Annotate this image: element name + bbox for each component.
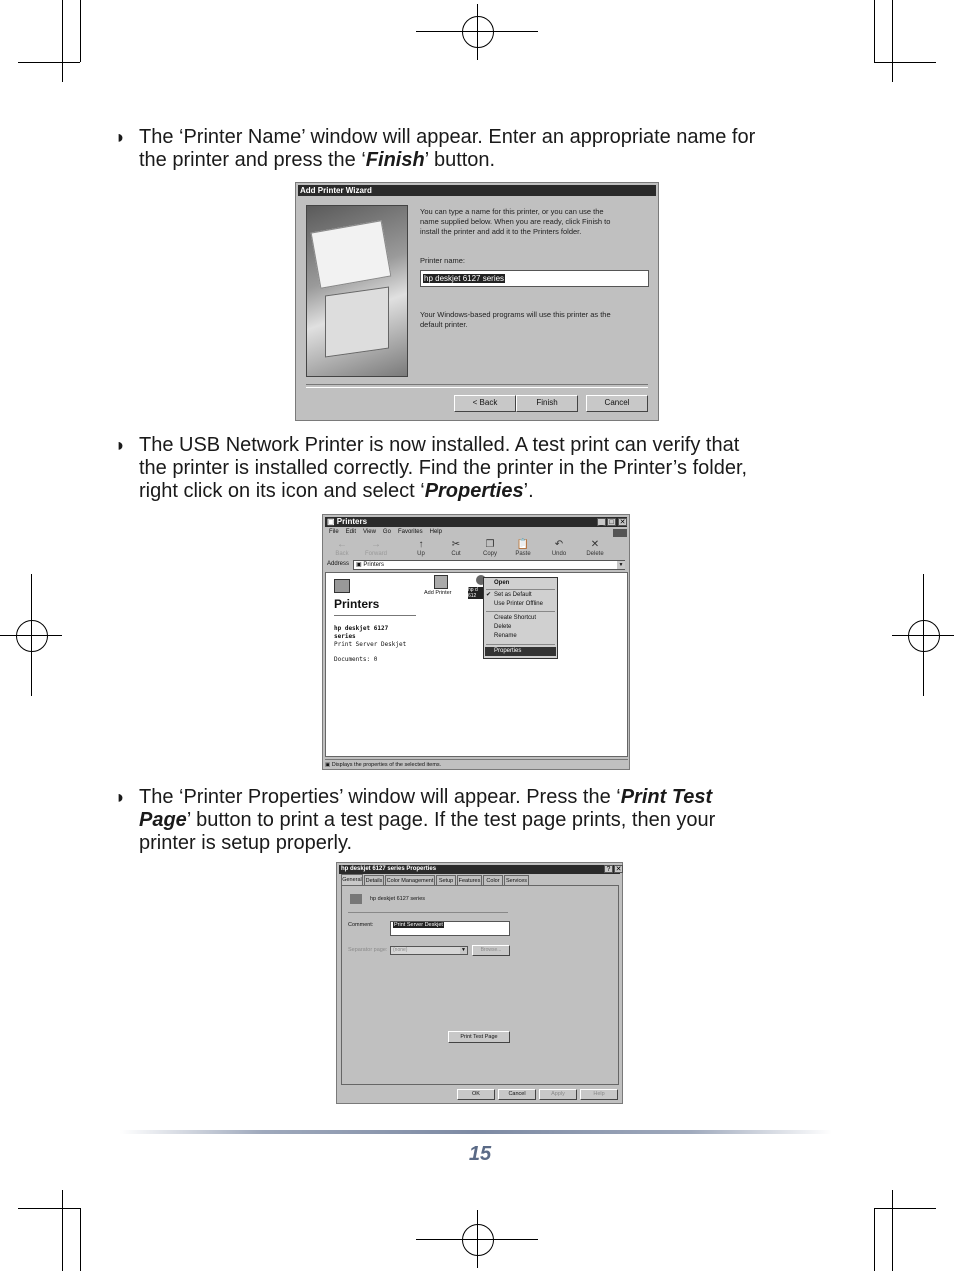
- address-label: Address: [327, 561, 350, 567]
- paragraph-line: The ‘Printer Name’ window will appear. Enter an appropriate name for: [139, 126, 756, 148]
- paste-icon: 📋: [516, 539, 530, 550]
- folder-icon: ▣: [356, 562, 364, 568]
- window-title: ▣ Printers: [325, 517, 627, 527]
- folder-view: [325, 572, 628, 757]
- registration-line: [477, 4, 478, 60]
- tab-panel: [341, 885, 619, 1085]
- crop-mark: [18, 62, 80, 63]
- up-icon: ↑: [418, 539, 424, 550]
- menu-item-delete[interactable]: Delete: [494, 624, 512, 630]
- tab-features[interactable]: Features: [457, 875, 482, 885]
- crop-mark: [874, 1208, 936, 1209]
- tab-color[interactable]: Color: [483, 875, 503, 885]
- checkmark-icon: ✔: [486, 592, 492, 598]
- finish-button[interactable]: Finish: [516, 395, 578, 412]
- registration-mark: [16, 620, 48, 652]
- menu-view[interactable]: View: [363, 529, 376, 535]
- wizard-illustration: [306, 205, 408, 377]
- separator-page-label: Separator page:: [348, 947, 388, 953]
- menu-go[interactable]: Go: [382, 529, 391, 535]
- crop-mark: [874, 0, 875, 62]
- paragraph-line: right click on its icon and select ‘Properties’.: [139, 480, 534, 502]
- menu-file[interactable]: File: [329, 529, 339, 535]
- crop-mark: [892, 1190, 893, 1271]
- context-menu: [483, 577, 558, 659]
- toolbar-cut-button[interactable]: [441, 539, 471, 557]
- menu-item-rename[interactable]: Rename: [494, 633, 517, 639]
- bullet-icon: ◗: [115, 787, 126, 807]
- comment-input[interactable]: Print Server Deskjet: [390, 921, 510, 936]
- printer-name-input[interactable]: hp deskjet 6127 series: [420, 270, 649, 287]
- close-button[interactable]: ✕: [619, 519, 626, 526]
- crop-mark: [874, 62, 936, 63]
- add-printer-label[interactable]: Add Printer: [424, 590, 452, 596]
- ok-button[interactable]: OK: [457, 1089, 495, 1100]
- cut-icon: ✂: [451, 539, 461, 550]
- registration-line: [477, 1210, 478, 1268]
- help-button[interactable]: Help: [580, 1089, 618, 1100]
- crop-mark: [18, 1208, 80, 1209]
- add-printer-wizard-window: [295, 182, 659, 421]
- folder-heading: Printers: [334, 597, 380, 611]
- toolbar-forward-button[interactable]: [361, 539, 391, 557]
- address-dropdown-icon[interactable]: ▼: [618, 562, 624, 568]
- windows-logo-icon: [613, 529, 627, 537]
- add-printer-icon[interactable]: [434, 575, 448, 589]
- close-button[interactable]: ✕: [615, 866, 622, 873]
- print-test-page-button[interactable]: Print Test Page: [448, 1031, 510, 1043]
- tab-general[interactable]: General: [341, 874, 363, 885]
- toolbar-paste-button[interactable]: [508, 539, 538, 557]
- toolbar-undo-button[interactable]: [544, 539, 574, 557]
- toolbar-back-button[interactable]: [327, 539, 357, 557]
- back-button[interactable]: < Back: [454, 395, 516, 412]
- browse-button[interactable]: Browse...: [472, 945, 510, 956]
- crop-mark: [62, 1190, 63, 1271]
- crop-mark: [80, 1208, 81, 1271]
- back-icon: ←: [337, 539, 347, 550]
- toolbar-label: Copy: [482, 551, 497, 557]
- crop-mark: [62, 0, 63, 82]
- cancel-button[interactable]: Cancel: [498, 1089, 536, 1100]
- delete-icon: ✕: [590, 539, 600, 550]
- menu-item-create-shortcut[interactable]: Create Shortcut: [494, 615, 537, 621]
- crop-mark: [874, 1208, 875, 1271]
- toolbar-label: Back: [335, 551, 349, 557]
- wizard-intro: You can type a name for this printer, or you can use the name supplied below. When you are ready, click Finish to install the printer and add it to the Printers folder.: [420, 207, 611, 236]
- undo-icon: ↶: [554, 539, 564, 550]
- menu-help[interactable]: Help: [429, 529, 442, 535]
- paragraph-line: printer is setup properly.: [139, 832, 353, 854]
- printer-name: hp deskjet 6127 series: [370, 896, 426, 902]
- status-bar: ▣ Displays the properties of the selected items.: [325, 759, 628, 770]
- menu-item-open[interactable]: Open: [494, 580, 510, 586]
- menu-favorites[interactable]: Favorites: [397, 529, 423, 535]
- instruction-printer-properties: [115, 786, 835, 855]
- menu-edit[interactable]: Edit: [345, 529, 357, 535]
- address-input[interactable]: ▣ Printers: [353, 560, 625, 570]
- tab-services[interactable]: Services: [504, 875, 529, 885]
- forward-icon: →: [371, 539, 381, 550]
- cancel-button[interactable]: Cancel: [586, 395, 648, 412]
- printer-illustration-icon: [325, 287, 389, 358]
- registration-line: [31, 574, 32, 696]
- bullet-icon: ◗: [115, 127, 126, 147]
- instruction-printer-installed: [115, 434, 835, 503]
- toolbar-label: Undo: [551, 551, 567, 557]
- default-printer-note: Your Windows-based programs will use this printer as the default printer.: [420, 310, 611, 329]
- paragraph-line: the printer is installed correctly. Find the printer in the Printer’s folder,: [139, 457, 748, 479]
- menu-item-properties[interactable]: Properties: [485, 647, 556, 656]
- apply-button[interactable]: Apply: [539, 1089, 577, 1100]
- printer-folder-icon: ▣: [327, 517, 337, 526]
- crop-mark: [80, 0, 81, 62]
- paragraph-line: The ‘Printer Properties’ window will appear. Press the ‘Print Test: [139, 786, 713, 808]
- registration-mark: [908, 620, 940, 652]
- separator-select[interactable]: (none): [390, 946, 468, 955]
- toolbar-label: Up: [417, 551, 425, 557]
- bullet-icon: ◗: [115, 435, 126, 455]
- footer-rule: [120, 1130, 832, 1134]
- printer-info: hp deskjet 6127 series Print Server Deskjet Documents: 0: [334, 625, 407, 663]
- wizard-divider: [306, 384, 648, 388]
- toolbar-label: Paste: [515, 551, 531, 557]
- selected-printer-label[interactable]: hp d 612: [468, 587, 484, 599]
- printer-name-label: Printer name:: [420, 256, 466, 265]
- paragraph-line: the printer and press the ‘Finish’ button.: [139, 149, 496, 171]
- registration-line: [923, 574, 924, 696]
- comment-label: Comment:: [348, 922, 374, 928]
- printers-folder-window: [322, 514, 630, 770]
- toolbar-copy-button[interactable]: [475, 539, 505, 557]
- toolbar-label: Forward: [364, 551, 387, 557]
- maximize-button[interactable]: □: [607, 518, 616, 526]
- window-title: hp deskjet 6127 series Properties: [339, 865, 620, 874]
- menu-bar: [329, 529, 449, 535]
- tab-color-management[interactable]: Color Management: [385, 875, 435, 885]
- minimize-button[interactable]: _: [597, 518, 606, 526]
- menu-item-offline[interactable]: Use Printer Offline: [494, 601, 543, 607]
- menu-item-set-default[interactable]: Set as Default: [494, 592, 532, 598]
- paragraph-line: The USB Network Printer is now installed. A test print can verify that: [139, 434, 740, 456]
- printer-properties-window: [336, 862, 623, 1104]
- status-icon: ▣: [325, 762, 332, 768]
- help-icon[interactable]: ?: [604, 865, 613, 873]
- tab-details[interactable]: Details: [364, 875, 384, 885]
- toolbar-delete-button[interactable]: [580, 539, 610, 557]
- printer-icon: [350, 894, 362, 904]
- separator-dropdown-icon[interactable]: ▼: [461, 947, 466, 953]
- instruction-printer-name: [115, 126, 835, 172]
- page-number: 15: [468, 1143, 492, 1165]
- paragraph-line: Page’ button to print a test page. If the test page prints, then your: [139, 809, 716, 831]
- tab-setup[interactable]: Setup: [436, 875, 456, 885]
- toolbar-up-button[interactable]: [406, 539, 436, 557]
- registration-mark: [462, 16, 494, 48]
- window-title: Add Printer Wizard: [298, 185, 656, 196]
- printers-large-icon: [334, 579, 350, 593]
- crop-mark: [892, 0, 893, 82]
- copy-icon: ❐: [485, 539, 495, 550]
- toolbar-label: Delete: [586, 551, 604, 557]
- toolbar-label: Cut: [451, 551, 461, 557]
- registration-mark: [462, 1224, 494, 1256]
